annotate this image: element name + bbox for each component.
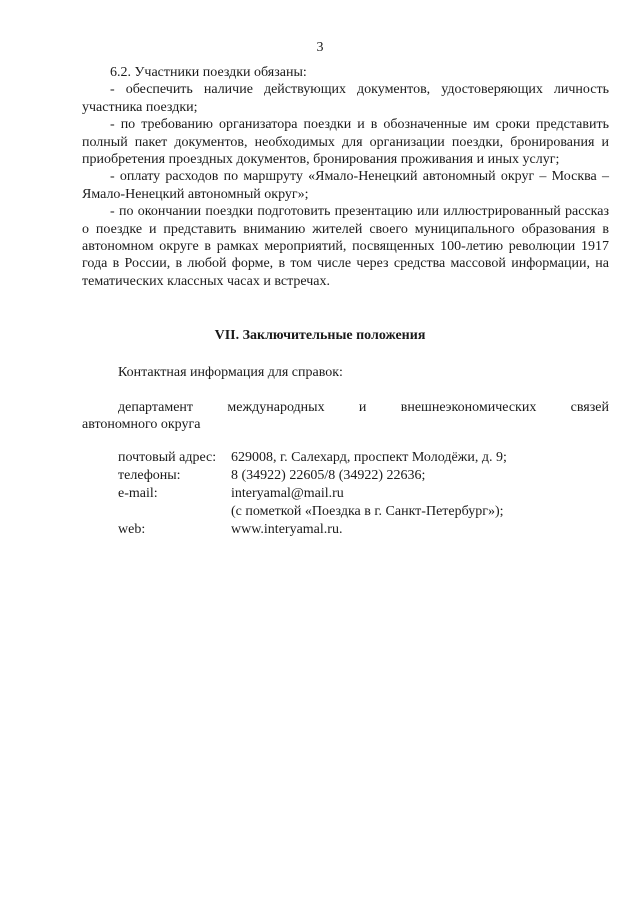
section-heading: VII. Заключительные положения — [214, 328, 426, 343]
department-word: связей — [570, 400, 609, 415]
contact-value-address: 629008, г. Салехард, проспект Молодёжи, д. 9; — [231, 450, 507, 465]
department-word: внешнеэкономических — [400, 400, 537, 415]
obligation-item-paperwork: - по требованию организатора поездки и в обозначенные им сроки представить полный пакет документов, необходимых для организации поездки, бронирования и приобретения проездных документов, бронирования проживания и иных услуг; — [82, 117, 609, 168]
obligation-item-expenses: - оплату расходов по маршруту «Ямало-Ненецкий автономный округ – Москва – Ямало-Ненецкий автономный округ»; — [82, 169, 609, 202]
department-word: департамент — [118, 400, 194, 415]
contact-list — [118, 449, 507, 539]
contact-value-email-note: (с пометкой «Поездка в г. Санкт-Петербург»); — [231, 504, 504, 519]
contact-label: web: — [118, 522, 146, 537]
contact-row-email — [118, 485, 507, 503]
department-name — [82, 399, 609, 434]
contact-row-email-note — [118, 503, 507, 521]
contact-value-web: www.interyamal.ru. — [231, 522, 343, 537]
contact-label: e-mail: — [118, 486, 158, 501]
page-number: 3 — [316, 40, 324, 55]
obligation-item-documents: - обеспечить наличие действующих документов, удостоверяющих личность участника поездки; — [82, 82, 609, 115]
obligations-intro: 6.2. Участники поездки обязаны: — [110, 65, 307, 80]
contact-row-address — [118, 449, 507, 467]
department-line-1 — [82, 399, 609, 416]
department-line-2: автономного округа — [82, 417, 201, 433]
contact-row-web — [118, 521, 507, 539]
contact-intro: Контактная информация для справок: — [118, 365, 343, 380]
obligation-item-presentation: - по окончании поездки подготовить презентацию или иллюстрированный рассказ о поездке и представить вниманию жителей своего муниципального образования в автономном округе в рамках мероприятий, посвященных 100-летию революции 1917 года в России, в любой форме, в том числе через средства массовой информации, на тематических классных часах и встречах. — [82, 204, 609, 289]
department-word: и — [358, 400, 367, 415]
contact-value-phones: 8 (34922) 22605/8 (34922) 22636; — [231, 468, 426, 483]
department-word: международных — [227, 400, 325, 415]
contact-row-phones — [118, 467, 507, 485]
obligations-section — [82, 64, 609, 290]
contact-label — [118, 503, 231, 521]
contact-value-email: interyamal@mail.ru — [231, 486, 344, 501]
contact-label: телефоны: — [118, 468, 181, 483]
contact-label: почтовый адрес: — [118, 450, 217, 465]
